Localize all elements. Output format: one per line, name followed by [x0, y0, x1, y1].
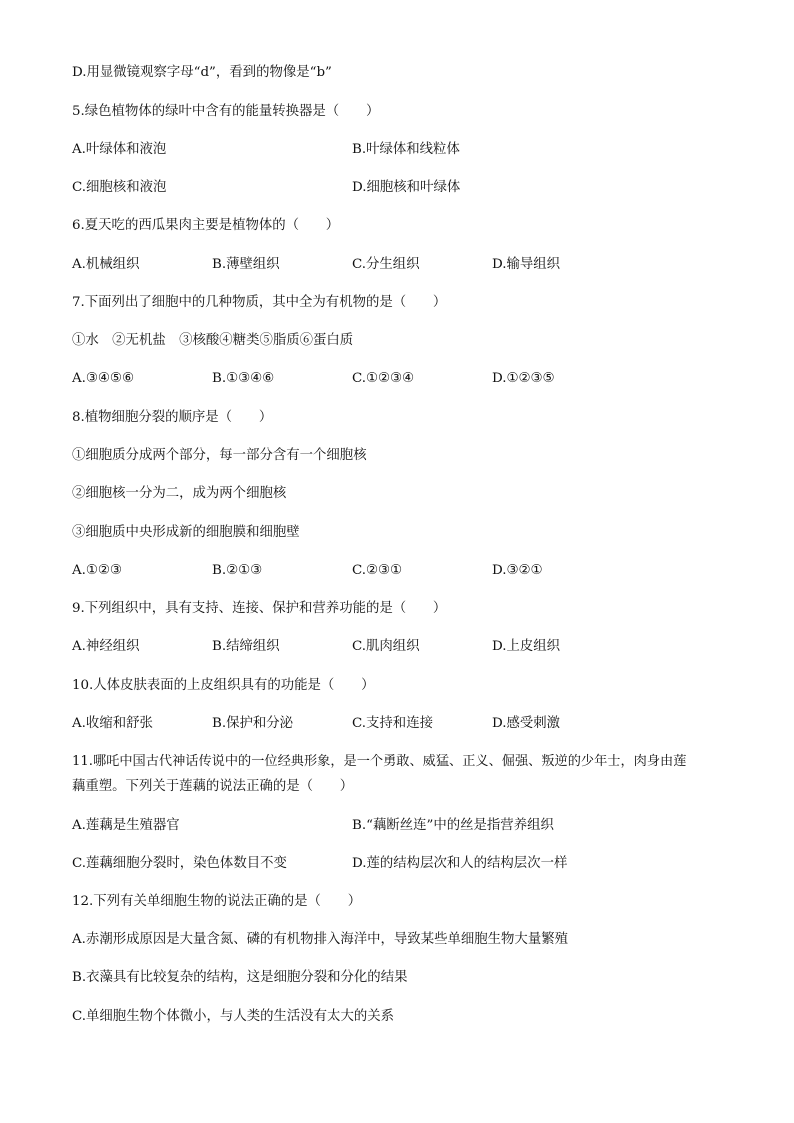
q5-stem: 5.绿色植物体的绿叶中含有的能量转换器是（ ） — [72, 104, 380, 119]
q10-option-b: B.保护和分泌 — [212, 716, 294, 731]
q10-option-c: C.支持和连接 — [352, 716, 433, 731]
q11-option-d: D.莲的结构层次和人的结构层次一样 — [352, 856, 568, 871]
q9-option-d: D.上皮组织 — [492, 639, 561, 654]
q6-stem: 6.夏天吃的西瓜果肉主要是植物体的（ ） — [72, 218, 340, 233]
q7-materials: ①水 ②无机盐 ③核酸④糖类⑤脂质⑥蛋白质 — [72, 333, 354, 348]
q12-option-b: B.衣藻具有比较复杂的结构，这是细胞分裂和分化的结果 — [72, 970, 408, 985]
q8-step-2: ②细胞核一分为二，成为两个细胞核 — [72, 486, 287, 501]
q8-stem: 8.植物细胞分裂的顺序是（ ） — [72, 410, 273, 425]
q6-option-d: D.输导组织 — [492, 257, 561, 272]
q7-option-b: B.①③④⑥ — [212, 371, 275, 386]
q11-stem-line-1: 11.哪吒中国古代神话传说中的一位经典形象，是一个勇敢、威猛、正义、倔强、叛逆的少年士，肉身由莲 — [72, 754, 687, 769]
q9-option-a: A.神经组织 — [72, 639, 140, 654]
q6-option-b: B.薄壁组织 — [212, 257, 280, 272]
q7-option-d: D.①②③⑤ — [492, 371, 555, 386]
q11-option-b: B.“藕断丝连”中的丝是指营养组织 — [352, 818, 554, 833]
q5-option-a: A.叶绿体和液泡 — [72, 142, 167, 157]
q6-option-c: C.分生组织 — [352, 257, 420, 272]
q7-option-c: C.①②③④ — [352, 371, 415, 386]
q12-option-a: A.赤潮形成原因是大量含氮、磷的有机物排入海洋中，导致某些单细胞生物大量繁殖 — [72, 932, 568, 947]
q7-option-a: A.③④⑤⑥ — [72, 371, 134, 386]
q12-option-c: C.单细胞生物个体微小，与人类的生活没有太大的关系 — [72, 1009, 395, 1024]
q5-option-c: C.细胞核和液泡 — [72, 180, 167, 195]
q8-option-c: C.②③① — [352, 563, 403, 578]
q9-stem: 9.下列组织中，具有支持、连接、保护和营养功能的是（ ） — [72, 601, 447, 616]
q10-option-d: D.感受刺激 — [492, 716, 561, 731]
q8-step-3: ③细胞质中央形成新的细胞膜和细胞壁 — [72, 525, 300, 540]
q4-option-d: D.用显微镜观察字母“d”，看到的物像是“b” — [72, 65, 332, 80]
q9-option-c: C.肌肉组织 — [352, 639, 420, 654]
q8-option-b: B.②①③ — [212, 563, 263, 578]
q10-stem: 10.人体皮肤表面的上皮组织具有的功能是（ ） — [72, 678, 375, 693]
q6-option-a: A.机械组织 — [72, 257, 140, 272]
q7-stem: 7.下面列出了细胞中的几种物质，其中全为有机物的是（ ） — [72, 295, 447, 310]
q11-stem-line-2: 藕重塑。下列关于莲藕的说法正确的是（ ） — [72, 779, 354, 794]
q10-option-a: A.收缩和舒张 — [72, 716, 153, 731]
q8-step-1: ①细胞质分成两个部分，每一部分含有一个细胞核 — [72, 448, 367, 463]
q5-option-d: D.细胞核和叶绿体 — [352, 180, 461, 195]
q9-option-b: B.结缔组织 — [212, 639, 280, 654]
q12-stem: 12.下列有关单细胞生物的说法正确的是（ ） — [72, 894, 362, 909]
q8-option-d: D.③②① — [492, 563, 543, 578]
q8-option-a: A.①②③ — [72, 563, 122, 578]
q11-option-a: A.莲藕是生殖器官 — [72, 818, 180, 833]
q5-option-b: B.叶绿体和线粒体 — [352, 142, 460, 157]
q11-option-c: C.莲藕细胞分裂时，染色体数目不变 — [72, 856, 287, 871]
